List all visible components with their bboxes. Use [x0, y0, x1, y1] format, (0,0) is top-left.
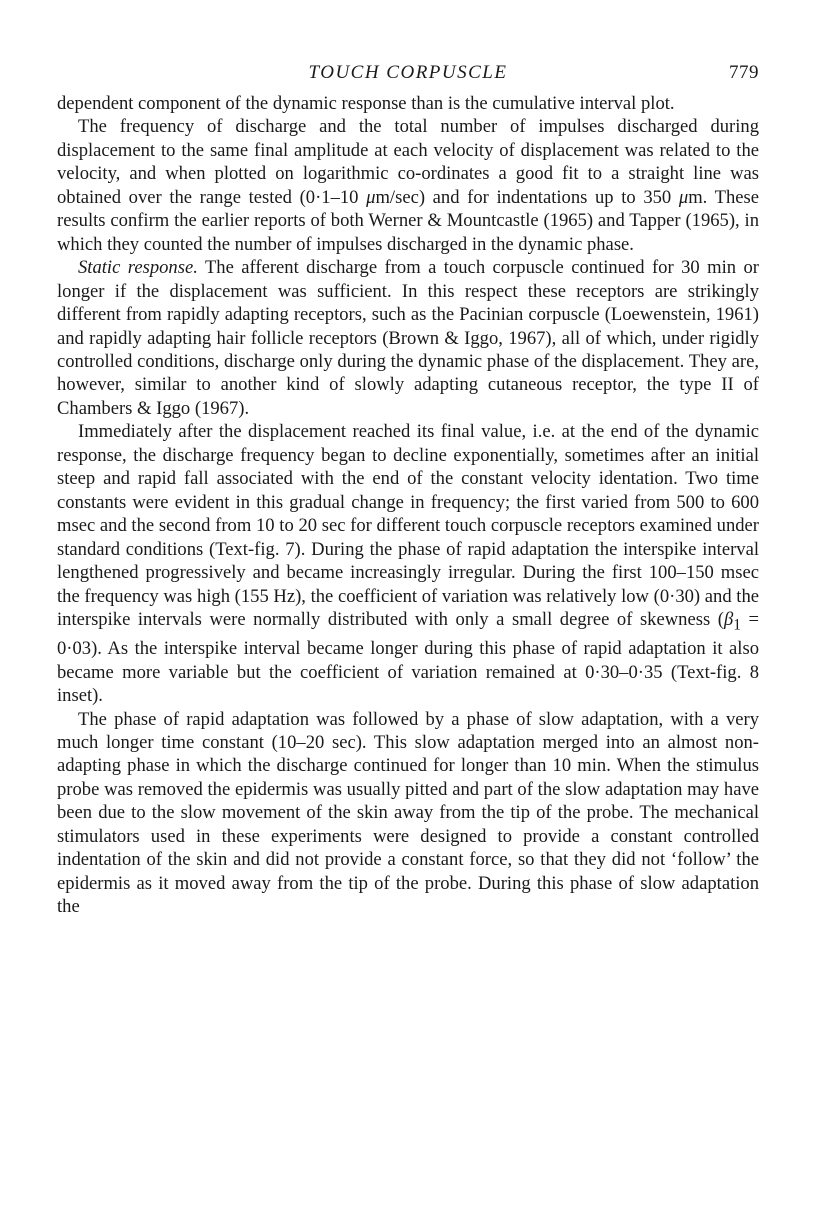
paragraph-text: The frequency of discharge and the total number of impulses discharged during displacement to the same final amplitude at each velocity of displacement was related to the velocity, and when plotted on logarithmic co-ordinates a good fit to a straight line was obtained over the range tested (0·1–10: [57, 116, 759, 208]
section-heading-static-response: Static response.: [78, 257, 198, 279]
paragraph-text: The phase of rapid adaptation was followed by a phase of slow adaptation, with a very much longer time constant (10–20 sec). This slow adaptation merged into an almost non-adapting phase in which the discharge continued for longer than 10 min. When the stimulus probe was removed the epidermis was usually pitted and part of the slow adaptation may have been due to the slow movement of the skin away from the tip of the probe. The mechanical stimulators used in these experiments were designed to provide a constant controlled indentation of the skin and did not provide a constant force, so that they did not ‘follow’ the epidermis as it moved away from the tip of the probe. During this phase of slow adaptation the: [57, 708, 759, 918]
paragraph-static-response: [57, 256, 759, 420]
paragraph-text: m/sec) and for indentations up to 350: [375, 186, 679, 208]
paragraph-text: m. These results confirm the earlier reports of both Werner & Mountcastle (1965) and Tapper (1965), in which they counted the number of impulses discharged in the dynamic phase.: [57, 186, 759, 255]
paragraph-continued: [57, 92, 759, 115]
paragraph-text: dependent component of the dynamic response than is the cumulative interval plot.: [57, 93, 675, 114]
body-text: [57, 92, 759, 919]
beta-subscript: 1: [733, 616, 741, 634]
beta-symbol: β: [723, 608, 734, 630]
paragraph-text: The afferent discharge from a touch corpuscle continued for 30 min or longer if the displacement was sufficient. In this respect these receptors are strikingly different from rapidly adapting receptors, such as the Pacinian corpuscle (Loewenstein, 1961) and rapidly adapting hair follicle receptors (Brown & Iggo, 1967), all of which, under rigidly controlled conditions, discharge only during the dynamic phase of the displacement. They are, however, similar to another kind of slowly adapting cutaneous receptor, the type II of Chambers & Iggo (1967).: [57, 257, 759, 419]
paragraph-discharge-velocity: [57, 115, 759, 256]
page-content: [57, 62, 759, 919]
micro-symbol: μ: [366, 186, 376, 208]
paragraph-text: Immediately after the displacement reached its final value, i.e. at the end of the dynamic response, the discharge frequency began to decline exponentially, sometimes after an initial steep and rapid fall associated with the end of the constant velocity identation. Two time constants were evident in this gradual change in frequency; the first varied from 500 to 600 msec and the second from 10 to 20 sec for different touch corpuscle receptors examined under standard conditions (Text-fig. 7). During the phase of rapid adaptation the interspike interval lengthened progressively and became increasingly irregular. During the first 100–150 msec the frequency was high (155 Hz), the coefficient of variation was relatively low (0·30) and the interspike intervals were normally distributed with only a small degree of skewness (: [57, 421, 759, 630]
running-head: [57, 62, 759, 92]
running-title: TOUCH CORPUSCLE: [308, 62, 508, 83]
paragraph-slow-adaptation: [57, 708, 759, 919]
paragraph-exponential-decline: [57, 420, 759, 707]
micro-symbol: μ: [678, 186, 689, 208]
paragraph-text: = 0·03). As the interspike interval became longer during this phase of rapid adaptation it also became more variable but the coefficient of variation remained at 0·30–0·35 (Text-fig. 8 inset).: [57, 608, 759, 707]
page-number: 779: [729, 62, 759, 83]
